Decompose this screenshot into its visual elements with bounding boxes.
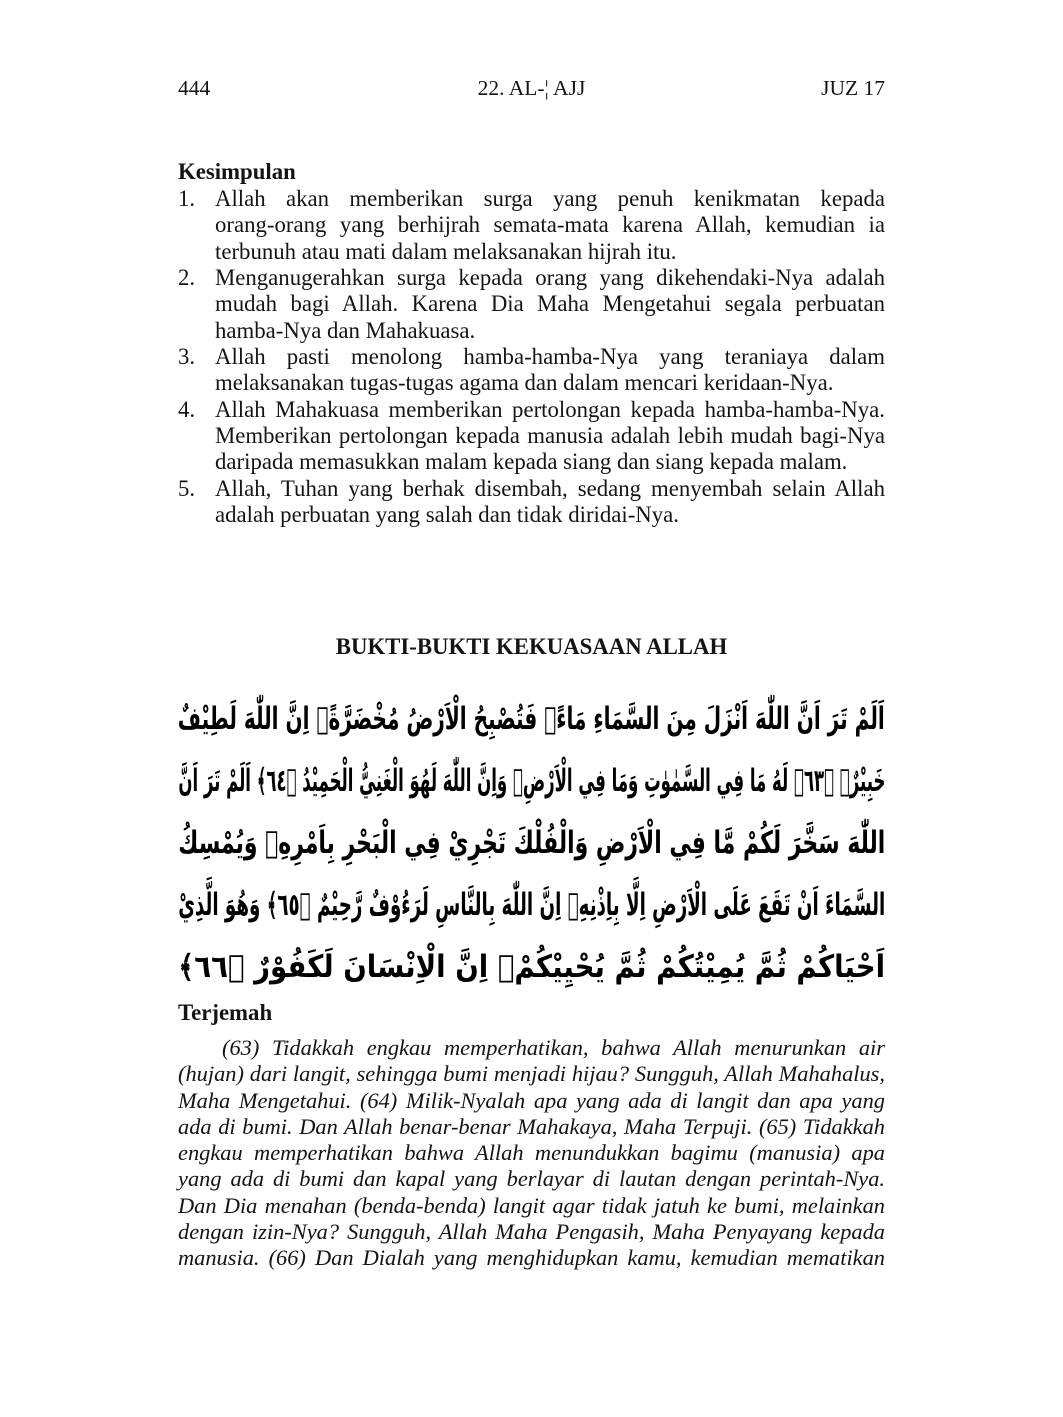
arabic-verse-line bbox=[178, 874, 885, 936]
arabic-verse-line bbox=[178, 936, 885, 998]
item-text bbox=[215, 265, 885, 344]
chapter-title: 22. AL-¦ AJJ bbox=[477, 76, 586, 100]
conclusion-item bbox=[178, 476, 885, 529]
juz-label: JUZ 17 bbox=[821, 76, 885, 100]
item-line: mudah bagi Allah. Karena Dia Maha Mengetahui segala perbuatan bbox=[215, 291, 885, 317]
arabic-verse-text: السَّمَاءَ اَنْ تَقَعَ عَلَى الْاَرْضِ اِلَّا بِاِذْنِهِۗ اِنَّ اللّٰهَ بِالنَّاسِ لَرَءُوْفٌ رَّحِيْمٌ ﴿٦٥﴾ وَهُوَ الَّذِيْ bbox=[178, 887, 885, 923]
arabic-verse-text: خَبِيْرٌۚ ﴿٦٣﴾ لَهُ مَا فِي السَّمٰوٰتِ وَمَا فِي الْاَرْضِۗ وَاِنَّ اللّٰهَ لَهُوَ الْغَنِيُّ الْحَمِيْدُ ﴿٦٤﴾ اَلَمْ تَرَ اَنَّ bbox=[178, 763, 885, 799]
item-text bbox=[215, 476, 885, 529]
item-line: hamba-Nya dan Mahakuasa. bbox=[215, 317, 476, 343]
item-text bbox=[215, 186, 885, 265]
conclusion-heading: Kesimpulan bbox=[178, 159, 296, 184]
translation-line: (63) Tidakkah engkau memperhatikan, bahwa Allah menurunkan air bbox=[222, 1035, 885, 1060]
translation-line: yang ada di bumi dan kapal yang berlayar di lautan dengan perintah-Nya. bbox=[178, 1166, 885, 1192]
item-number: 4. bbox=[178, 396, 196, 422]
item-line: Allah pasti menolong hamba-hamba-Nya yang teraniaya dalam bbox=[215, 343, 885, 369]
translation-line: ada di bumi. Dan Allah benar-benar Mahakaya, Maha Terpuji. (65) Tidakkah bbox=[178, 1113, 885, 1139]
item-text bbox=[215, 397, 885, 476]
running-header bbox=[178, 76, 885, 100]
item-line: Allah Mahakuasa memberikan pertolongan kepada hamba-hamba-Nya. bbox=[215, 396, 885, 422]
conclusion-item bbox=[178, 344, 885, 397]
item-number: 2. bbox=[178, 264, 196, 290]
item-line: terbunuh atau mati dalam melaksanakan hijrah itu. bbox=[215, 238, 677, 264]
item-line: melaksanakan tugas-tugas agama dan dalam mencari keridaan-Nya. bbox=[215, 370, 834, 396]
item-line: orang-orang yang berhijrah semata-mata karena Allah, kemudian ia bbox=[215, 212, 885, 238]
item-line: Allah, Tuhan yang berhak disembah, sedang menyembah selain Allah bbox=[215, 475, 885, 501]
translation-heading: Terjemah bbox=[178, 1000, 273, 1025]
arabic-verse-text: اَحْيَاكُمْ ثُمَّ يُمِيْتُكُمْ ثُمَّ يُحْيِيْكُمْۗ اِنَّ الْاِنْسَانَ لَكَفُوْرٌ ﴿٦٦﴾ bbox=[178, 949, 885, 985]
arabic-verses bbox=[178, 688, 885, 998]
conclusion-item bbox=[178, 265, 885, 344]
item-line: Memberikan pertolongan kepada manusia adalah lebih mudah bagi-Nya bbox=[215, 422, 885, 448]
arabic-verse-line bbox=[178, 812, 885, 874]
conclusion-item bbox=[178, 397, 885, 476]
arabic-verse-text: اَلَمْ تَرَ اَنَّ اللّٰهَ اَنْزَلَ مِنَ السَّمَاءِ مَاءًۖ فَتُصْبِحُ الْاَرْضُ مُخْضَرَّةًۗ اِنَّ اللّٰهَ لَطِيْفٌ bbox=[178, 701, 885, 737]
arabic-verse-line bbox=[178, 688, 885, 750]
item-line: adalah perbuatan yang salah dan tidak diridai-Nya. bbox=[215, 501, 679, 527]
item-number: 3. bbox=[178, 343, 196, 369]
page-number: 444 bbox=[178, 76, 211, 100]
conclusion-list bbox=[178, 186, 885, 528]
translation-line: Maha Mengetahui. (64) Milik-Nyalah apa yang ada di langit dan apa yang bbox=[178, 1087, 885, 1113]
translation-line: dengan izin-Nya? Sungguh, Allah Maha Pengasih, Maha Penyayang kepada bbox=[178, 1218, 885, 1244]
item-line: daripada memasukkan malam kepada siang dan siang kepada malam. bbox=[215, 449, 848, 475]
translation-line: engkau memperhatikan bahwa Allah menundukkan bagimu (manusia) apa bbox=[178, 1140, 885, 1165]
item-line: Allah akan memberikan surga yang penuh kenikmatan kepada bbox=[215, 186, 885, 211]
item-number: 5. bbox=[178, 475, 196, 501]
item-text bbox=[215, 344, 885, 397]
translation-line: manusia. (66) Dan Dialah yang menghidupkan kamu, kemudian mematikan bbox=[178, 1245, 885, 1270]
translation-paragraph bbox=[178, 1035, 885, 1271]
translation-line: (hujan) dari langit, sehingga bumi menjadi hijau? Sungguh, Allah Mahahalus, bbox=[178, 1061, 885, 1087]
item-line: Menganugerahkan surga kepada orang yang dikehendaki-Nya adalah bbox=[215, 264, 885, 290]
translation-line: Dan Dia menahan (benda-benda) langit agar tidak jatuh ke bumi, melainkan bbox=[178, 1192, 885, 1218]
conclusion-item bbox=[178, 186, 885, 265]
arabic-verse-text: اللّٰهَ سَخَّرَ لَكُمْ مَّا فِي الْاَرْضِ وَالْفُلْكَ تَجْرِيْ فِي الْبَحْرِ بِاَمْرِهِۗ وَيُمْسِكُ bbox=[178, 825, 885, 861]
section-heading: BUKTI-BUKTI KEKUASAAN ALLAH bbox=[335, 634, 728, 659]
item-number: 1. bbox=[178, 186, 196, 211]
arabic-verse-line bbox=[178, 750, 885, 812]
